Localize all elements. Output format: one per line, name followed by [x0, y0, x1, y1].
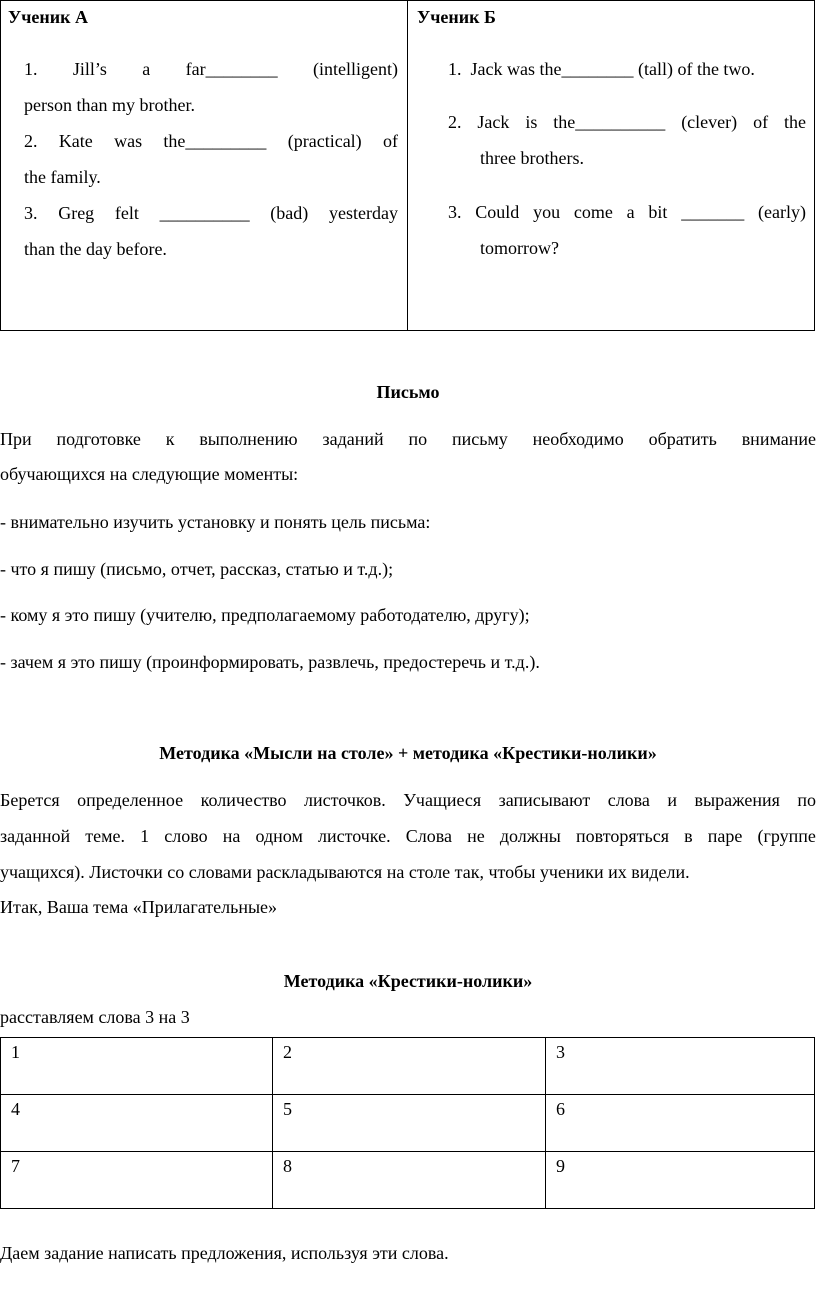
grid-cell: 1	[1, 1038, 273, 1095]
letter-intro-line-1: При подготовке к выполнению заданий по письму необходимо обратить внимание	[0, 429, 816, 449]
grid-cell: 3	[546, 1038, 815, 1095]
method-1-line-2: заданной теме. 1 слово на одном листочке. Слова не должны повторяться в паре (группе	[0, 826, 816, 846]
method-1-line-1: Берется определенное количество листочков. Учащиеся записывают слова и выражения по	[0, 790, 816, 810]
letter-bullet-4: - зачем я это пишу (проинформировать, развлечь, предостеречь и т.д.).	[0, 652, 540, 672]
method-1-line-3: учащихся). Листочки со словами раскладываются на столе так, чтобы ученики их видели.	[0, 862, 690, 882]
letter-bullet-1: - внимательно изучить установку и понять цель письма:	[0, 512, 431, 532]
method-1-line-4: Итак, Ваша тема «Прилагательные»	[0, 897, 278, 917]
letter-bullet-2: - что я пишу (письмо, отчет, рассказ, статью и т.д.);	[0, 559, 394, 579]
method-2-subtitle: расставляем слова 3 на 3	[0, 1007, 190, 1027]
exercise-table	[0, 0, 815, 331]
grid-cell: 7	[1, 1152, 273, 1209]
letter-title: Письмо	[376, 382, 440, 402]
student-b-cell	[408, 1, 815, 331]
grid-cell: 8	[273, 1152, 546, 1209]
final-instruction: Даем задание написать предложения, используя эти слова.	[0, 1243, 449, 1263]
method-1-title: Методика «Мысли на столе» + методика «Крестики-нолики»	[159, 743, 657, 763]
grid-row	[1, 1038, 815, 1095]
student-b-item-3: 3. Could you come a bit _______ (early)	[448, 202, 806, 222]
student-a-item-1: 1. Jill’s a far________ (intelligent)	[24, 59, 398, 79]
student-a-item-2-cont: the family.	[24, 167, 101, 187]
letter-intro-line-2: обучающихся на следующие моменты:	[0, 464, 299, 484]
word-grid	[0, 1037, 815, 1209]
student-b-item-1: 1. Jack was the________ (tall) of the two.	[448, 59, 755, 79]
grid-cell: 2	[273, 1038, 546, 1095]
student-b-item-3-cont: tomorrow?	[480, 238, 559, 258]
student-a-header: Ученик А	[8, 7, 88, 27]
grid-row	[1, 1095, 815, 1152]
grid-cell: 4	[1, 1095, 273, 1152]
letter-bullet-3: - кому я это пишу (учителю, предполагаемому работодателю, другу);	[0, 605, 530, 625]
student-b-item-2: 2. Jack is the__________ (clever) of the	[448, 112, 806, 132]
student-b-item-2-cont: three brothers.	[480, 148, 584, 168]
student-a-item-3-cont: than the day before.	[24, 239, 167, 259]
student-a-cell	[1, 1, 408, 331]
grid-cell: 9	[546, 1152, 815, 1209]
method-2-title: Методика «Крестики-нолики»	[283, 971, 533, 991]
student-a-item-3: 3. Greg felt __________ (bad) yesterday	[24, 203, 398, 223]
grid-row	[1, 1152, 815, 1209]
grid-cell: 6	[546, 1095, 815, 1152]
grid-cell: 5	[273, 1095, 546, 1152]
student-a-item-1-cont: person than my brother.	[24, 95, 195, 115]
student-a-item-2: 2. Kate was the_________ (practical) of	[24, 131, 398, 151]
student-b-header: Ученик Б	[417, 7, 496, 27]
